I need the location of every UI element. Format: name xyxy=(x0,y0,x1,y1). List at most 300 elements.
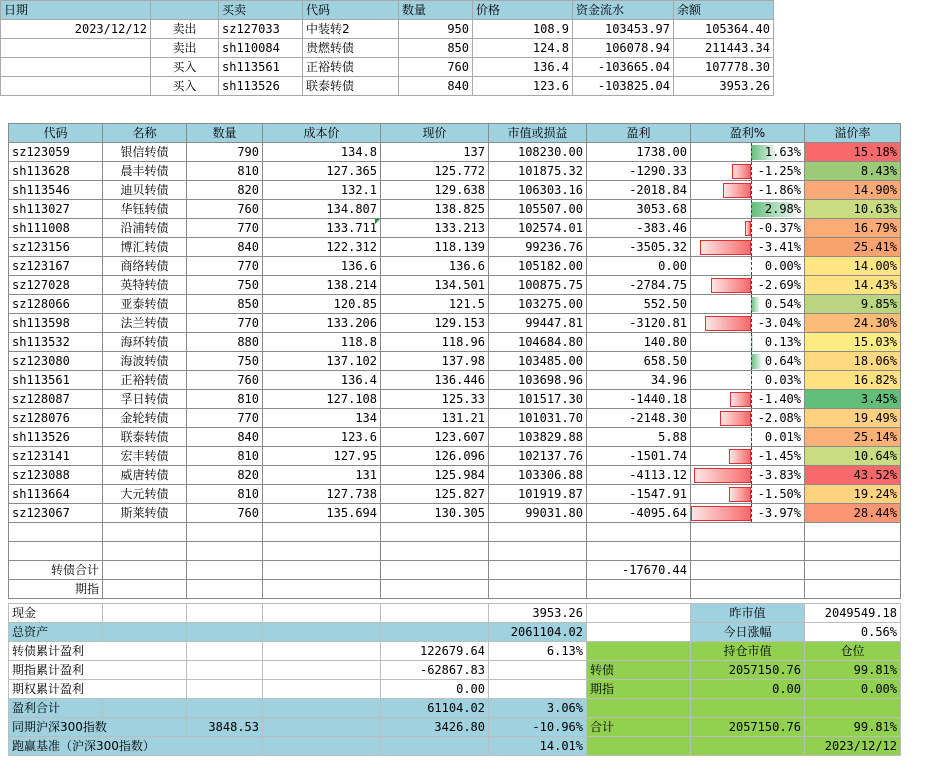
col-profit-pct: 盈利% xyxy=(691,124,805,143)
trade-cell-balance: 107778.30 xyxy=(674,58,774,77)
holding-qty: 790 xyxy=(187,143,263,162)
fut-cum-row xyxy=(9,661,901,680)
profit-pct-value: 0.13% xyxy=(764,335,801,349)
holding-premium: 19.24% xyxy=(805,485,901,504)
trade-header-qty: 数量 xyxy=(399,1,473,20)
holding-row xyxy=(9,257,901,276)
trade-header-flow: 资金流水 xyxy=(573,1,674,20)
trade-cell-name: 贵燃转债 xyxy=(303,39,399,58)
holding-premium: 15.18% xyxy=(805,143,901,162)
holding-qty: 810 xyxy=(187,162,263,181)
holding-name: 沿浦转债 xyxy=(103,219,187,238)
total-assets-value: 2061104.02 xyxy=(489,623,587,642)
holding-premium: 16.82% xyxy=(805,371,901,390)
trade-cell-qty: 760 xyxy=(399,58,473,77)
holding-value: 100875.75 xyxy=(489,276,587,295)
summary-date: 2023/12/12 xyxy=(805,737,901,756)
profit-sum-label: 盈利合计 xyxy=(9,699,103,718)
holding-row xyxy=(9,162,901,181)
holding-row xyxy=(9,314,901,333)
holding-premium: 10.64% xyxy=(805,447,901,466)
trade-header-price: 价格 xyxy=(473,1,573,20)
trade-cell-code: sh110084 xyxy=(219,39,303,58)
profit-pct-value: -1.25% xyxy=(757,164,801,178)
holding-profit: 34.96 xyxy=(587,371,691,390)
holding-code: sz123080 xyxy=(9,352,103,371)
holding-premium: 14.90% xyxy=(805,181,901,200)
trade-cell-balance: 211443.34 xyxy=(674,39,774,58)
holding-row xyxy=(9,390,901,409)
holding-value: 105182.00 xyxy=(489,257,587,276)
holding-premium: 25.41% xyxy=(805,238,901,257)
blank-row xyxy=(9,542,901,561)
holding-value: 103275.00 xyxy=(489,295,587,314)
holding-name: 威唐转债 xyxy=(103,466,187,485)
holding-price: 136.446 xyxy=(381,371,489,390)
holding-code: sz128087 xyxy=(9,390,103,409)
holding-value: 103829.88 xyxy=(489,428,587,447)
holding-qty: 820 xyxy=(187,181,263,200)
holding-profit-pct xyxy=(691,428,805,447)
holding-profit-pct xyxy=(691,504,805,523)
holding-qty: 810 xyxy=(187,485,263,504)
holding-cost: 134.807 xyxy=(263,200,381,219)
bond-cum-pct: 6.13% xyxy=(489,642,587,661)
holding-premium: 25.14% xyxy=(805,428,901,447)
holding-profit-pct xyxy=(691,238,805,257)
trade-cell-qty: 840 xyxy=(399,77,473,96)
holding-row xyxy=(9,409,901,428)
holding-price: 136.6 xyxy=(381,257,489,276)
holding-code: sh111008 xyxy=(9,219,103,238)
holding-code: sh113526 xyxy=(9,428,103,447)
holding-qty: 880 xyxy=(187,333,263,352)
holding-profit: 0.00 xyxy=(587,257,691,276)
holding-price: 125.772 xyxy=(381,162,489,181)
holding-cost: 137.102 xyxy=(263,352,381,371)
trade-header-code: 代码 xyxy=(303,1,399,20)
holding-profit-pct xyxy=(691,257,805,276)
index-start: 3848.53 xyxy=(187,718,263,737)
holding-price: 123.607 xyxy=(381,428,489,447)
bond-total-row xyxy=(9,561,901,580)
bench-label: 跑赢基准（沪深300指数） xyxy=(9,737,263,756)
profit-pct-value: 0.64% xyxy=(764,354,801,368)
holding-premium: 19.49% xyxy=(805,409,901,428)
holding-profit: -2018.84 xyxy=(587,181,691,200)
holding-premium: 18.06% xyxy=(805,352,901,371)
holding-code: sz123156 xyxy=(9,238,103,257)
index-row xyxy=(9,718,901,737)
holding-price: 129.153 xyxy=(381,314,489,333)
holding-qty: 760 xyxy=(187,200,263,219)
trade-row xyxy=(1,58,774,77)
profit-sum-value: 61104.02 xyxy=(381,699,489,718)
trade-cell-price: 136.4 xyxy=(473,58,573,77)
holding-premium: 43.52% xyxy=(805,466,901,485)
holding-qty: 750 xyxy=(187,352,263,371)
holding-name: 银信转债 xyxy=(103,143,187,162)
holding-cost: 138.214 xyxy=(263,276,381,295)
holding-profit: -3120.81 xyxy=(587,314,691,333)
bench-pct: 14.01% xyxy=(489,737,587,756)
holdings-header-row xyxy=(9,124,901,143)
profit-pct-value: -1.50% xyxy=(757,487,801,501)
holding-value: 103485.00 xyxy=(489,352,587,371)
holding-cost: 135.694 xyxy=(263,504,381,523)
trade-cell-price: 108.9 xyxy=(473,20,573,39)
holding-premium: 9.85% xyxy=(805,295,901,314)
holding-code: sz123088 xyxy=(9,466,103,485)
holding-name: 斯莱转债 xyxy=(103,504,187,523)
holding-profit: -4095.64 xyxy=(587,504,691,523)
col-profit: 盈利 xyxy=(587,124,691,143)
fut-pos-pct: 0.00% xyxy=(805,680,901,699)
holding-cost: 122.312 xyxy=(263,238,381,257)
holding-value: 99031.80 xyxy=(489,504,587,523)
holding-profit-pct xyxy=(691,447,805,466)
holding-name: 宏丰转债 xyxy=(103,447,187,466)
fut-cum-label: 期指累计盈利 xyxy=(9,661,187,680)
opt-cum-label: 期权累计盈利 xyxy=(9,680,187,699)
holding-qty: 770 xyxy=(187,219,263,238)
holding-name: 正裕转债 xyxy=(103,371,187,390)
holding-name: 迪贝转债 xyxy=(103,181,187,200)
trade-cell-flow: 106078.94 xyxy=(573,39,674,58)
holding-cost: 136.4 xyxy=(263,371,381,390)
holding-qty: 810 xyxy=(187,447,263,466)
trade-header-side: 买卖 xyxy=(219,1,303,20)
holding-profit: -4113.12 xyxy=(587,466,691,485)
profit-pct-value: -1.45% xyxy=(757,449,801,463)
holding-price: 131.21 xyxy=(381,409,489,428)
cash-row xyxy=(9,604,901,623)
holding-code: sz128066 xyxy=(9,295,103,314)
holding-price: 125.984 xyxy=(381,466,489,485)
holding-value: 101031.70 xyxy=(489,409,587,428)
holding-code: sz123067 xyxy=(9,504,103,523)
holding-profit: 658.50 xyxy=(587,352,691,371)
trade-cell-name: 正裕转债 xyxy=(303,58,399,77)
holding-cost: 123.6 xyxy=(263,428,381,447)
prev-value: 2049549.18 xyxy=(805,604,901,623)
trade-cell-flow: -103665.04 xyxy=(573,58,674,77)
trade-header-balance: 余额 xyxy=(674,1,774,20)
holding-qty: 750 xyxy=(187,276,263,295)
holding-name: 海环转债 xyxy=(103,333,187,352)
trade-row xyxy=(1,20,774,39)
holding-name: 英特转债 xyxy=(103,276,187,295)
holding-profit: 3053.68 xyxy=(587,200,691,219)
profit-pct-value: 0.03% xyxy=(764,373,801,387)
holding-row xyxy=(9,466,901,485)
holding-cost: 133.711 xyxy=(263,219,381,238)
trade-cell-code: sz127033 xyxy=(219,20,303,39)
total-assets-row xyxy=(9,623,901,642)
trade-row xyxy=(1,39,774,58)
trade-cell-side: 卖出 xyxy=(151,39,219,58)
col-qty: 数量 xyxy=(187,124,263,143)
holding-qty: 840 xyxy=(187,238,263,257)
holding-code: sh113027 xyxy=(9,200,103,219)
holding-qty: 840 xyxy=(187,428,263,447)
holding-row xyxy=(9,371,901,390)
profit-pct-value: 0.01% xyxy=(764,430,801,444)
col-code: 代码 xyxy=(9,124,103,143)
holding-name: 晨丰转债 xyxy=(103,162,187,181)
fut-pos-value: 0.00 xyxy=(691,680,805,699)
holding-price: 126.096 xyxy=(381,447,489,466)
sum-pos-value: 2057150.76 xyxy=(691,718,805,737)
holding-profit-pct xyxy=(691,314,805,333)
trade-cell-code: sh113561 xyxy=(219,58,303,77)
holding-profit-pct xyxy=(691,219,805,238)
holding-name: 金轮转债 xyxy=(103,409,187,428)
holding-qty: 760 xyxy=(187,504,263,523)
trade-cell-name: 联泰转债 xyxy=(303,77,399,96)
holding-profit: -1501.74 xyxy=(587,447,691,466)
trade-cell-date: 2023/12/12 xyxy=(1,20,151,39)
holding-profit: -1290.33 xyxy=(587,162,691,181)
holding-row xyxy=(9,295,901,314)
fut-cum-value: -62867.83 xyxy=(381,661,489,680)
profit-pct-value: -2.08% xyxy=(757,411,801,425)
holding-cost: 134 xyxy=(263,409,381,428)
holdings-table xyxy=(8,123,901,599)
holding-price: 118.96 xyxy=(381,333,489,352)
holding-profit-pct xyxy=(691,143,805,162)
holding-row xyxy=(9,219,901,238)
sum-pos-pct: 99.81% xyxy=(805,718,901,737)
holding-cost: 134.8 xyxy=(263,143,381,162)
trade-cell-balance: 3953.26 xyxy=(674,77,774,96)
holding-profit-pct xyxy=(691,162,805,181)
holding-price: 137.98 xyxy=(381,352,489,371)
holding-value: 101919.87 xyxy=(489,485,587,504)
holding-cost: 127.95 xyxy=(263,447,381,466)
profit-pct-value: -2.69% xyxy=(757,278,801,292)
holding-row xyxy=(9,143,901,162)
trade-cell-flow: -103825.04 xyxy=(573,77,674,96)
trade-header-date: 日期 xyxy=(1,1,151,20)
bond-cum-row xyxy=(9,642,901,661)
holding-row xyxy=(9,352,901,371)
holding-name: 法兰转债 xyxy=(103,314,187,333)
holding-premium: 24.30% xyxy=(805,314,901,333)
holding-qty: 810 xyxy=(187,390,263,409)
holding-price: 125.33 xyxy=(381,390,489,409)
holding-value: 108230.00 xyxy=(489,143,587,162)
holding-code: sh113546 xyxy=(9,181,103,200)
holding-price: 121.5 xyxy=(381,295,489,314)
holding-value: 103698.96 xyxy=(489,371,587,390)
sum-pos-label: 合计 xyxy=(587,718,691,737)
trade-header-row xyxy=(1,1,774,20)
holding-premium: 8.43% xyxy=(805,162,901,181)
trade-cell-name: 中装转2 xyxy=(303,20,399,39)
holding-profit-pct xyxy=(691,295,805,314)
holding-cost: 127.738 xyxy=(263,485,381,504)
holding-premium: 15.03% xyxy=(805,333,901,352)
holding-profit-pct xyxy=(691,181,805,200)
holding-profit: 552.50 xyxy=(587,295,691,314)
holding-profit: -1440.18 xyxy=(587,390,691,409)
trade-cell-price: 123.6 xyxy=(473,77,573,96)
holding-premium: 10.63% xyxy=(805,200,901,219)
holding-price: 134.501 xyxy=(381,276,489,295)
holding-cost: 127.108 xyxy=(263,390,381,409)
holding-price: 130.305 xyxy=(381,504,489,523)
holding-name: 联泰转债 xyxy=(103,428,187,447)
bench-row xyxy=(9,737,901,756)
trade-row xyxy=(1,77,774,96)
holding-profit: -2148.30 xyxy=(587,409,691,428)
holding-cost: 118.8 xyxy=(263,333,381,352)
holding-qty: 770 xyxy=(187,314,263,333)
holding-profit: 1738.00 xyxy=(587,143,691,162)
col-name: 名称 xyxy=(103,124,187,143)
holding-name: 海波转债 xyxy=(103,352,187,371)
holding-row xyxy=(9,485,901,504)
trade-cell-qty: 850 xyxy=(399,39,473,58)
holding-premium: 16.79% xyxy=(805,219,901,238)
profit-pct-value: 0.54% xyxy=(764,297,801,311)
holding-profit: -1547.91 xyxy=(587,485,691,504)
bond-cum-value: 122679.64 xyxy=(381,642,489,661)
holding-name: 大元转债 xyxy=(103,485,187,504)
profit-pct-value: -3.41% xyxy=(757,240,801,254)
holding-cost: 127.365 xyxy=(263,162,381,181)
holding-value: 99447.81 xyxy=(489,314,587,333)
holding-code: sh113532 xyxy=(9,333,103,352)
futures-row xyxy=(9,580,901,599)
profit-sum-pct: 3.06% xyxy=(489,699,587,718)
trade-cell-date xyxy=(1,58,151,77)
holding-profit-pct xyxy=(691,352,805,371)
holding-value: 106303.16 xyxy=(489,181,587,200)
pos-label: 仓位 xyxy=(805,642,901,661)
holding-profit: -3505.32 xyxy=(587,238,691,257)
holding-row xyxy=(9,181,901,200)
holding-profit-pct xyxy=(691,485,805,504)
summary-table xyxy=(8,603,901,756)
blank-row xyxy=(9,523,901,542)
trade-cell-side: 买入 xyxy=(151,58,219,77)
holding-profit-pct xyxy=(691,333,805,352)
holding-profit-pct xyxy=(691,371,805,390)
trade-cell-flow: 103453.97 xyxy=(573,20,674,39)
holding-row xyxy=(9,333,901,352)
holding-code: sh113664 xyxy=(9,485,103,504)
holding-cost: 131 xyxy=(263,466,381,485)
holding-row xyxy=(9,276,901,295)
profit-pct-value: -0.37% xyxy=(757,221,801,235)
holding-value: 105507.00 xyxy=(489,200,587,219)
holding-value: 99236.76 xyxy=(489,238,587,257)
holding-code: sz123141 xyxy=(9,447,103,466)
profit-pct-value: -1.86% xyxy=(757,183,801,197)
profit-pct-value: -3.97% xyxy=(757,506,801,520)
holding-profit: -383.46 xyxy=(587,219,691,238)
holding-name: 华钰转债 xyxy=(103,200,187,219)
bond-pos-label: 转债 xyxy=(587,661,691,680)
holding-price: 118.139 xyxy=(381,238,489,257)
trade-cell-side: 买入 xyxy=(151,77,219,96)
holding-qty: 760 xyxy=(187,371,263,390)
trade-log-table xyxy=(0,0,774,96)
holding-profit-pct xyxy=(691,276,805,295)
profit-pct-value: 0.00% xyxy=(764,259,801,273)
holding-code: sh113598 xyxy=(9,314,103,333)
holding-row xyxy=(9,238,901,257)
holding-price: 133.213 xyxy=(381,219,489,238)
total-assets-label: 总资产 xyxy=(9,623,103,642)
holding-value: 101875.32 xyxy=(489,162,587,181)
trade-header-empty xyxy=(151,1,219,20)
trade-cell-date xyxy=(1,39,151,58)
holding-code: sz128076 xyxy=(9,409,103,428)
holding-name: 博汇转债 xyxy=(103,238,187,257)
col-value: 市值或损益 xyxy=(489,124,587,143)
opt-cum-row xyxy=(9,680,901,699)
holding-value: 104684.80 xyxy=(489,333,587,352)
holding-profit: -2784.75 xyxy=(587,276,691,295)
holding-premium: 14.43% xyxy=(805,276,901,295)
holding-profit-pct xyxy=(691,409,805,428)
holding-name: 亚泰转债 xyxy=(103,295,187,314)
prev-value-label: 昨市值 xyxy=(691,604,805,623)
col-cost: 成本价 xyxy=(263,124,381,143)
profit-pct-value: 2.98% xyxy=(764,202,801,216)
futures-label: 期指 xyxy=(9,580,103,599)
holding-price: 137 xyxy=(381,143,489,162)
bond-total-label: 转债合计 xyxy=(9,561,103,580)
trade-cell-qty: 950 xyxy=(399,20,473,39)
holding-row xyxy=(9,200,901,219)
holding-qty: 770 xyxy=(187,409,263,428)
holding-cost: 133.206 xyxy=(263,314,381,333)
profit-sum-row xyxy=(9,699,901,718)
holding-row xyxy=(9,447,901,466)
trade-cell-price: 124.8 xyxy=(473,39,573,58)
col-premium: 溢价率 xyxy=(805,124,901,143)
holding-price: 125.827 xyxy=(381,485,489,504)
bond-total-profit: -17670.44 xyxy=(587,561,691,580)
holding-qty: 770 xyxy=(187,257,263,276)
trade-cell-balance: 105364.40 xyxy=(674,20,774,39)
holding-price: 129.638 xyxy=(381,181,489,200)
holding-price: 138.825 xyxy=(381,200,489,219)
holding-cost: 132.1 xyxy=(263,181,381,200)
profit-pct-value: -3.04% xyxy=(757,316,801,330)
holding-premium: 3.45% xyxy=(805,390,901,409)
today-change-label: 今日涨幅 xyxy=(691,623,805,642)
holding-row xyxy=(9,504,901,523)
holding-name: 孚日转债 xyxy=(103,390,187,409)
holding-code: sz127028 xyxy=(9,276,103,295)
holding-code: sh113561 xyxy=(9,371,103,390)
fut-pos-label: 期指 xyxy=(587,680,691,699)
profit-pct-value: -3.83% xyxy=(757,468,801,482)
holding-profit-pct xyxy=(691,466,805,485)
holding-qty: 820 xyxy=(187,466,263,485)
profit-pct-value: 1.63% xyxy=(764,145,801,159)
index-label: 同期沪深300指数 xyxy=(9,718,187,737)
cash-value: 3953.26 xyxy=(489,604,587,623)
holding-value: 102574.01 xyxy=(489,219,587,238)
holding-profit: 140.80 xyxy=(587,333,691,352)
holding-code: sz123059 xyxy=(9,143,103,162)
